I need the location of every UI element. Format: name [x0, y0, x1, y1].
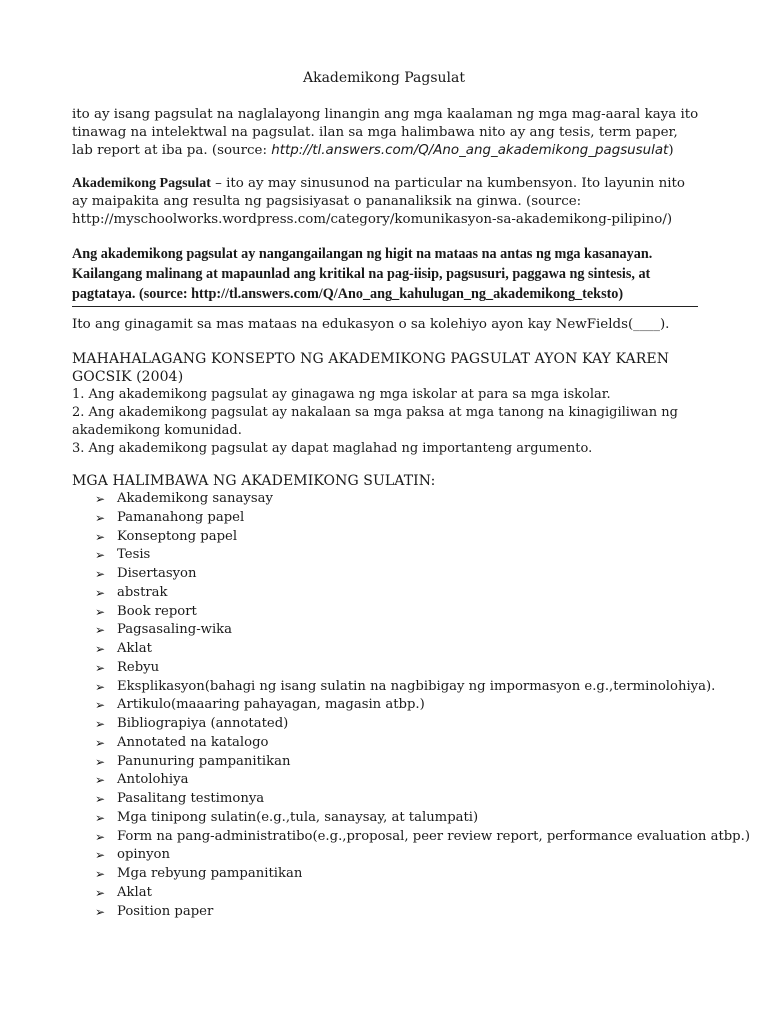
example-list-item-label: Tesis [117, 547, 151, 563]
example-list-item [95, 678, 750, 697]
arrowhead-bullet-icon: ➢ [95, 604, 106, 619]
usage-paragraph: Ito ang ginagamit sa mas mataas na edukasyon o sa kolehiyo ayon kay NewFields(____). [72, 317, 670, 332]
example-list-item-label: Konseptong papel [117, 528, 238, 544]
example-list-item-label: Panunuring pampanitikan [117, 753, 291, 769]
example-list-item [95, 846, 750, 865]
arrowhead-bullet-icon: ➢ [95, 885, 106, 900]
example-list-item-label: Book report [117, 603, 197, 619]
examples-list [95, 490, 750, 921]
example-list-item-label: Mga rebyung pampanitikan [117, 866, 303, 881]
example-list-item [95, 790, 750, 809]
arrowhead-bullet-icon: ➢ [95, 867, 106, 881]
arrowhead-bullet-icon: ➢ [95, 792, 106, 806]
example-list-item [95, 753, 750, 772]
example-list-item [95, 828, 750, 847]
intro-text: ito ay isang pagsulat na naglalayong linangin ang mga kaalaman ng mga mag-aaral kaya ito tinawag na intelektwal na pagsulat. ilan sa mga halimbawa nito ay ang tesis, term paper, lab report at iba pa. (source: [72, 107, 699, 158]
arrowhead-bullet-icon: ➢ [95, 660, 106, 675]
example-list-item [95, 621, 750, 640]
example-list-item [95, 509, 750, 528]
arrowhead-bullet-icon: ➢ [95, 642, 106, 656]
example-list-item [95, 903, 750, 922]
example-list-item-label: abstrak [117, 584, 168, 600]
example-list-item [95, 659, 750, 678]
arrowhead-bullet-icon: ➢ [95, 679, 106, 694]
example-list-item-label: Form na pang-administratibo(e.g.,proposal, peer review report, performance evaluation atbp.) [117, 828, 750, 844]
arrowhead-bullet-icon: ➢ [95, 492, 106, 506]
arrowhead-bullet-icon: ➢ [95, 754, 106, 769]
examples-heading: MGA HALIMBAWA NG AKADEMIKONG SULATIN: [72, 473, 436, 489]
definition-paragraph [72, 175, 702, 229]
arrowhead-bullet-icon: ➢ [95, 623, 106, 638]
example-list-item-label: Mga tinipong sulatin(e.g.,tula, sanaysay, at talumpati) [117, 809, 479, 825]
example-list-item [95, 546, 750, 565]
arrowhead-bullet-icon: ➢ [95, 510, 106, 525]
example-list-item [95, 715, 750, 734]
example-list-item [95, 771, 750, 790]
example-list-item [95, 565, 750, 584]
arrowhead-bullet-icon: ➢ [95, 717, 106, 731]
arrowhead-bullet-icon: ➢ [95, 848, 106, 863]
example-list-item [95, 865, 750, 884]
definition-text: – ito ay may sinusunod na particular na kumbensyon. Ito layunin nito ay maipakita ang resulta ng pagsisiyasat o pananaliksik na ginwa. (source: http://myschoolworks.wordpress.com/category/komunikasyon-sa-akademikong-pilipino/) [72, 176, 685, 227]
example-list-item-label: Akademikong sanaysay [117, 491, 273, 506]
example-list-item [95, 640, 750, 659]
examples-section [72, 472, 702, 490]
intro-paragraph [72, 106, 702, 160]
document-title: Akademikong Pagsulat [302, 70, 466, 86]
example-list-item-label: Annotated na katalogo [117, 734, 269, 750]
concept-item: 2. Ang akademikong pagsulat ay nakalaan sa mga paksa at mga tanong na kinagigiliwan ng akademikong komunidad. [72, 405, 678, 438]
concepts-heading: MAHAHALAGANG KONSEPTO NG AKADEMIKONG PAGSULAT AYON KAY KAREN GOCSIK (2004) [72, 351, 670, 385]
arrowhead-bullet-icon: ➢ [95, 904, 106, 919]
arrowhead-bullet-icon: ➢ [95, 829, 106, 844]
example-list-item-label: Aklat [117, 641, 152, 656]
example-list-item-label: Disertasyon [117, 566, 197, 581]
example-list-item-label: opinyon [117, 847, 170, 863]
example-list-item-label: Pamanahong papel [117, 509, 245, 525]
example-list-item-label: Pagsasaling-wika [117, 622, 233, 638]
example-list-item-label: Aklat [117, 884, 152, 900]
example-list-item [95, 490, 750, 509]
arrowhead-bullet-icon: ➢ [95, 735, 106, 750]
intro-source-link[interactable]: http://tl.answers.com/Q/Ano_ang_akademikong_pagsusulat [271, 143, 669, 158]
intro-source-close: ) [668, 143, 674, 158]
example-list-item-label: Eksplikasyon(bahagi ng isang sulatin na nagbibigay ng impormasyon e.g.,terminolohiya). [117, 678, 716, 694]
definition-label: Akademikong Pagsulat [72, 176, 211, 191]
concepts-section [72, 350, 702, 458]
arrowhead-bullet-icon: ➢ [95, 698, 106, 713]
example-list-item-label: Artikulo(maaaring pahayagan, magasin atbp.) [117, 697, 425, 713]
concept-item: 1. Ang akademikong pagsulat ay ginagawa ng mga iskolar at para sa mga iskolar. [72, 387, 611, 402]
example-list-item [95, 603, 750, 622]
arrowhead-bullet-icon: ➢ [95, 529, 106, 544]
example-list-item-label: Rebyu [117, 659, 160, 675]
example-list-item-label: Position paper [117, 903, 214, 919]
example-list-item-label: Antolohiya [117, 772, 189, 788]
arrowhead-bullet-icon: ➢ [95, 810, 106, 825]
example-list-item [95, 584, 750, 603]
example-list-item [95, 528, 750, 547]
example-list-item-label: Bibliograpiya (annotated) [117, 716, 289, 731]
concept-item: 3. Ang akademikong pagsulat ay dapat maglahad ng importanteng argumento. [72, 441, 593, 456]
example-list-item-label: Pasalitang testimonya [117, 791, 265, 806]
requirements-paragraph: Ang akademikong pagsulat ay nangangailangan ng higit na mataas na antas ng mga kasanayan. Kailangang malinang at mapaunlad ang kritikal na pag-iisip, pagsusuri, paggawa ng sintesis, at pagtataya. (source: http://tl.answers.com/Q/Ano_ang_kahulugan_ng_akademikong_teksto) [72, 244, 698, 307]
arrowhead-bullet-icon: ➢ [95, 548, 106, 563]
example-list-item [95, 809, 750, 828]
example-list-item [95, 696, 750, 715]
example-list-item [95, 734, 750, 753]
arrowhead-bullet-icon: ➢ [95, 567, 106, 581]
arrowhead-bullet-icon: ➢ [95, 585, 106, 600]
example-list-item [95, 884, 750, 903]
arrowhead-bullet-icon: ➢ [95, 773, 106, 788]
concepts-list [72, 386, 702, 458]
